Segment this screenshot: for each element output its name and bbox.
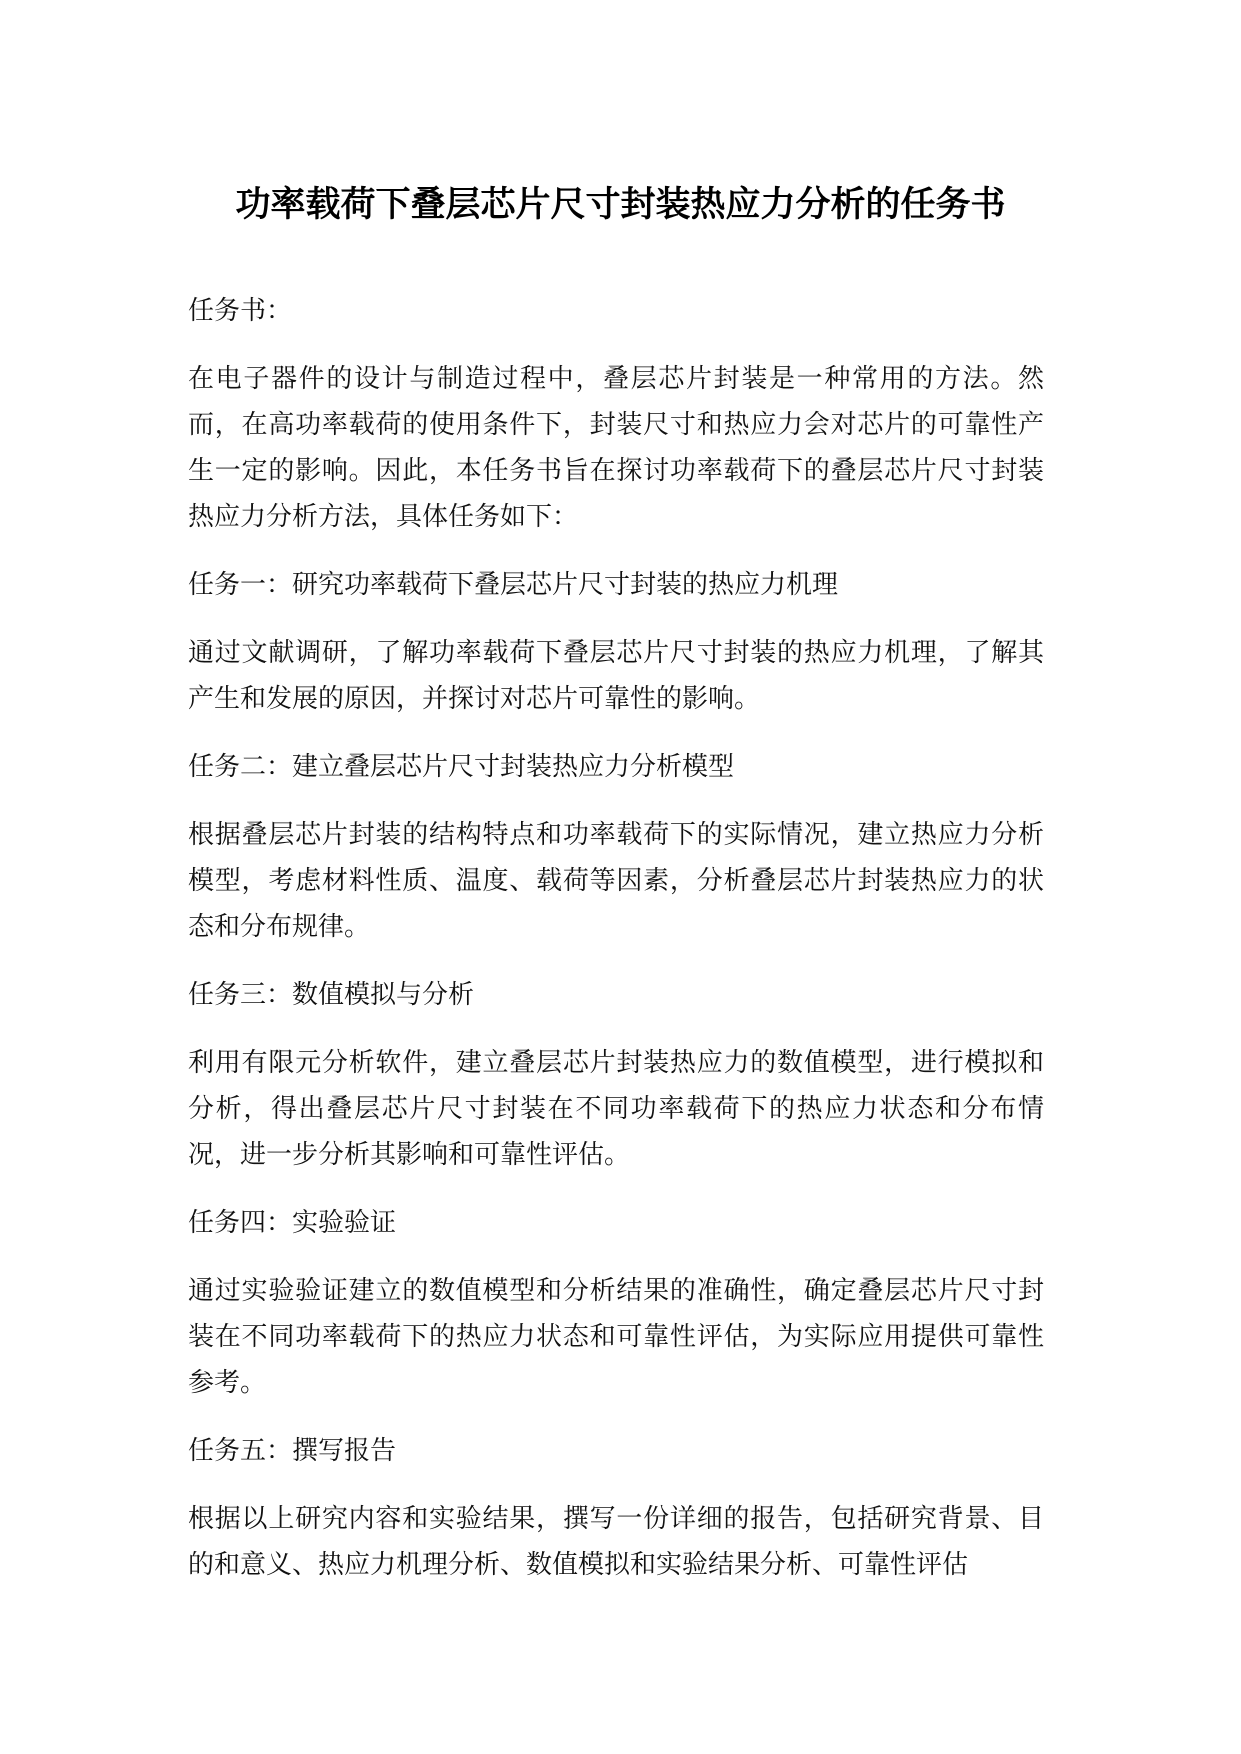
task-2-heading: 任务二：建立叠层芯片尺寸封装热应力分析模型 [188, 752, 735, 782]
document-title: 功率载荷下叠层芯片尺寸封装热应力分析的任务书 [235, 185, 1006, 225]
task-5-heading: 任务五：撰写报告 [188, 1436, 397, 1466]
task-3-paragraph: 利用有限元分析软件，建立叠层芯片封装热应力的数值模型，进行模拟和分析，得出叠层芯片尺寸封装在不同功率载荷下的热应力状态和分布情况，进一步分析其影响和可靠性评估。 [188, 1048, 1044, 1170]
task-1-paragraph: 通过文献调研，了解功率载荷下叠层芯片尺寸封装的热应力机理，了解其产生和发展的原因，并探讨对芯片可靠性的影响。 [188, 638, 1044, 714]
task-2-paragraph: 根据叠层芯片封装的结构特点和功率载荷下的实际情况，建立热应力分析模型，考虑材料性质、温度、载荷等因素，分析叠层芯片封装热应力的状态和分布规律。 [188, 820, 1044, 942]
task-5-paragraph: 根据以上研究内容和实验结果，撰写一份详细的报告，包括研究背景、目的和意义、热应力机理分析、数值模拟和实验结果分析、可靠性评估 [188, 1504, 1044, 1580]
document-body [188, 288, 1044, 1610]
intro-paragraph: 在电子器件的设计与制造过程中，叠层芯片封装是一种常用的方法。然而，在高功率载荷的使用条件下，封装尺寸和热应力会对芯片的可靠性产生一定的影响。因此，本任务书旨在探讨功率载荷下的叠层芯片尺寸封装热应力分析方法，具体任务如下： [188, 364, 1044, 532]
task-3-heading: 任务三：数值模拟与分析 [188, 980, 475, 1010]
section-label-task-book: 任务书： [188, 296, 293, 326]
task-4-heading: 任务四：实验验证 [188, 1208, 397, 1238]
task-1-heading: 任务一：研究功率载荷下叠层芯片尺寸封装的热应力机理 [188, 570, 839, 600]
task-4-paragraph: 通过实验验证建立的数值模型和分析结果的准确性，确定叠层芯片尺寸封装在不同功率载荷下的热应力状态和可靠性评估，为实际应用提供可靠性参考。 [188, 1276, 1044, 1398]
